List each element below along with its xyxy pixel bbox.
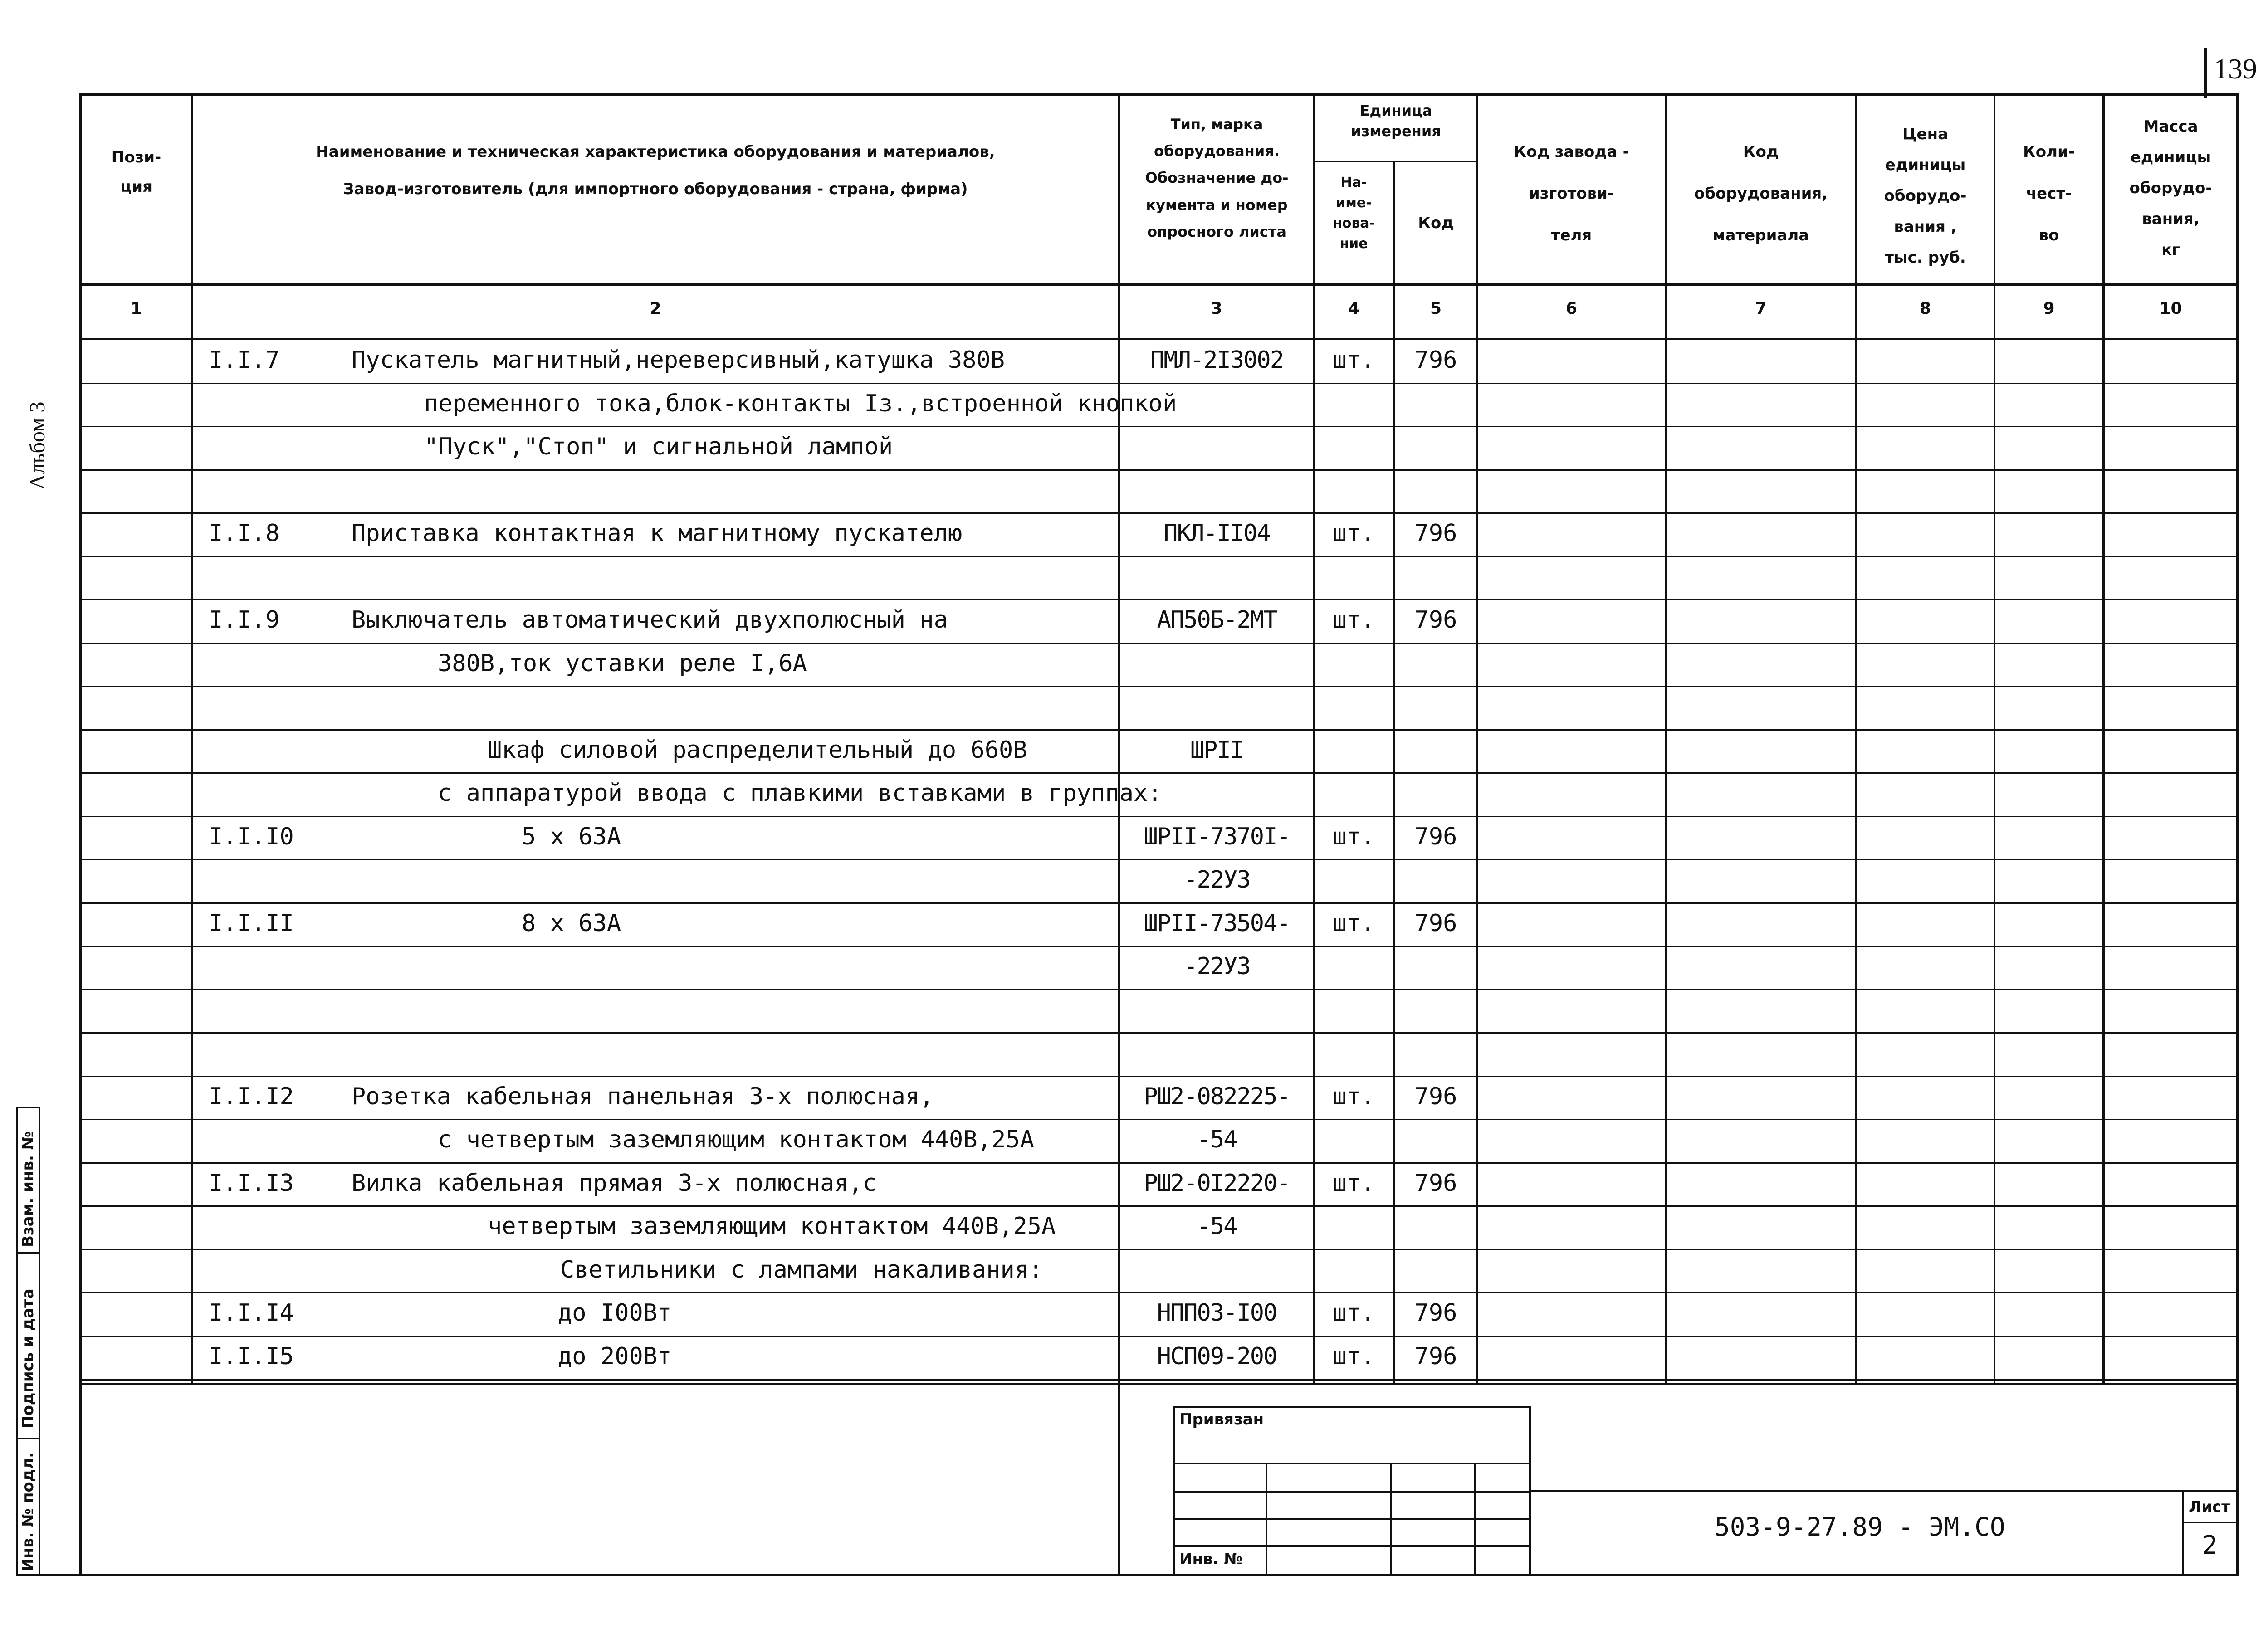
stamp-box-top xyxy=(1173,1406,1531,1408)
col-line-10 xyxy=(2102,93,2105,1385)
hdr-price-2: единицы xyxy=(1885,156,1966,174)
colnum-7: 7 xyxy=(1755,299,1767,318)
sheet-box-mid xyxy=(2182,1522,2239,1523)
row-line xyxy=(79,816,2239,817)
album-label: Альбом 3 xyxy=(25,401,49,490)
row-line xyxy=(79,383,2239,384)
stamp-col-2 xyxy=(1390,1463,1392,1574)
colnum-9: 9 xyxy=(2043,299,2055,318)
stamp-linked: Привязан xyxy=(1179,1410,1264,1429)
row-unit: шт. xyxy=(1332,346,1375,374)
row-type: -54 xyxy=(1197,1213,1237,1240)
hdr-price-5: тыс. руб. xyxy=(1885,249,1966,267)
colnum-separator xyxy=(79,338,2239,340)
row-position: I.I.7 xyxy=(209,346,280,374)
row-name: Пускатель магнитный,нереверсивный,катушка 380В xyxy=(352,346,1005,374)
stamp-col-1 xyxy=(1266,1463,1267,1574)
hdr-equip-code-2: оборудования, xyxy=(1694,184,1828,203)
sheet-number: 2 xyxy=(2202,1531,2218,1560)
row-type: РШ2-0I2220- xyxy=(1144,1170,1290,1197)
row-name: до 200Вт xyxy=(558,1343,672,1370)
row-type: ПМЛ-2I3002 xyxy=(1150,346,1284,374)
header-separator xyxy=(79,283,2239,286)
row-unit: шт. xyxy=(1332,823,1375,850)
doc-code-line xyxy=(1531,1490,2239,1492)
stamp-row-4 xyxy=(1173,1545,1531,1547)
row-line xyxy=(79,599,2239,600)
row-type: ШРII-7370I- xyxy=(1144,823,1290,850)
hdr-mass-4: вания, xyxy=(2142,210,2200,228)
hdr-qty-2: чест- xyxy=(2026,184,2072,203)
frame-bottom xyxy=(18,1574,2239,1576)
col-line-2 xyxy=(191,93,193,1385)
row-line xyxy=(79,1336,2239,1337)
row-type: ПКЛ-II04 xyxy=(1163,520,1270,547)
hdr-price xyxy=(1857,119,1994,273)
row-code: 796 xyxy=(1414,910,1457,937)
hdr-position-2: ция xyxy=(120,177,152,196)
page-number-separator xyxy=(2204,48,2207,98)
hdr-type-1: Тип, марка xyxy=(1170,116,1263,133)
row-name: переменного тока,блок-контакты Iз.,встроенной кнопкой xyxy=(424,390,1177,417)
sheet-label: Лист xyxy=(2189,1498,2230,1516)
row-type: -54 xyxy=(1197,1126,1237,1153)
colnum-8: 8 xyxy=(1919,299,1931,318)
row-name: Приставка контактная к магнитному пускателю xyxy=(352,520,963,547)
hdr-mass-2: единицы xyxy=(2130,148,2211,166)
colnum-3: 3 xyxy=(1211,299,1222,318)
col-line-7 xyxy=(1665,93,1667,1385)
row-name: Шкаф силовой распределительный до 660В xyxy=(488,737,1027,764)
row-name: Выключатель автоматический двухполюсный на xyxy=(352,606,948,634)
hdr-name-2: Завод-изготовитель (для импортного оборудования - страна, фирма) xyxy=(343,180,968,198)
row-name: "Пуск","Стоп" и сигнальной лампой xyxy=(424,433,893,460)
row-position: I.I.8 xyxy=(209,520,280,547)
stamp-row-3 xyxy=(1173,1518,1531,1520)
frame-top xyxy=(79,93,2239,96)
row-unit: шт. xyxy=(1332,520,1375,547)
hdr-mass-3: оборудо- xyxy=(2129,179,2212,197)
row-type: НСП09-200 xyxy=(1157,1343,1277,1370)
hdr-unit-name-4: ние xyxy=(1339,236,1368,252)
hdr-plant-code xyxy=(1478,132,1665,256)
row-code: 796 xyxy=(1414,1170,1457,1197)
row-line xyxy=(79,772,2239,774)
row-line xyxy=(79,989,2239,990)
page-number: 139 xyxy=(2214,53,2257,85)
row-line xyxy=(79,946,2239,947)
row-line xyxy=(79,469,2239,471)
row-line xyxy=(79,1119,2239,1120)
side-stamp-signature-date: Подпись и дата xyxy=(19,1288,37,1429)
hdr-qty-3: во xyxy=(2038,226,2059,244)
row-line xyxy=(79,1379,2239,1381)
hdr-position xyxy=(82,143,191,201)
colnum-1: 1 xyxy=(130,299,142,318)
hdr-name-1: Наименование и техническая характеристика оборудования и материалов, xyxy=(316,143,995,161)
hdr-unit-name-2: име- xyxy=(1336,195,1372,211)
row-line xyxy=(79,1076,2239,1077)
row-name: до I00Вт xyxy=(558,1299,672,1327)
row-unit: шт. xyxy=(1332,606,1375,634)
hdr-mass xyxy=(2105,111,2236,265)
row-position: I.I.II xyxy=(209,910,294,937)
sheet-box-left xyxy=(2182,1490,2184,1576)
row-position: I.I.9 xyxy=(209,606,280,634)
hdr-equip-code-3: материала xyxy=(1712,226,1809,244)
row-name: с четвертым заземляющим контактом 440В,25А xyxy=(438,1126,1034,1153)
row-name: четвертым заземляющим контактом 440В,25А xyxy=(488,1213,1056,1240)
row-code: 796 xyxy=(1414,520,1457,547)
row-type: -22УЗ xyxy=(1183,953,1250,980)
row-code: 796 xyxy=(1414,1343,1457,1370)
row-unit: шт. xyxy=(1332,910,1375,937)
row-line xyxy=(79,1249,2239,1250)
col-line-9 xyxy=(1994,93,1995,1385)
row-name: с аппаратурой ввода с плавкими вставками в группах: xyxy=(438,780,1162,807)
row-name: 5 х 63А xyxy=(522,823,621,850)
row-line xyxy=(79,1032,2239,1034)
hdr-price-3: оборудо- xyxy=(1884,187,1967,205)
colnum-10: 10 xyxy=(2159,299,2182,318)
hdr-equip-code-1: Код xyxy=(1743,143,1779,161)
hdr-unit-name-3: нова- xyxy=(1332,215,1375,231)
row-position: I.I.I4 xyxy=(209,1299,294,1327)
stamp-inv-no: Инв. № xyxy=(1179,1550,1243,1568)
stamp-row-2 xyxy=(1173,1491,1531,1493)
side-stamp-top xyxy=(16,1107,40,1108)
row-name: 8 х 63А xyxy=(522,910,621,937)
hdr-position-1: Пози- xyxy=(111,148,161,166)
row-position: I.I.I0 xyxy=(209,823,294,850)
row-line xyxy=(79,556,2239,557)
table-bottom xyxy=(79,1383,2239,1385)
hdr-plant-code-3: теля xyxy=(1551,226,1592,244)
side-stamp-replace-inv: Взам. инв. № xyxy=(19,1131,37,1247)
hdr-type-2: оборудования. xyxy=(1154,142,1280,160)
side-stamp-orig-inv: Инв. № подл. xyxy=(19,1452,37,1571)
frame-right xyxy=(2236,93,2239,1576)
row-line xyxy=(79,426,2239,427)
row-type: ШРII-73504- xyxy=(1144,910,1290,937)
hdr-mass-5: кг xyxy=(2161,241,2180,259)
row-line xyxy=(79,902,2239,904)
hdr-unit-name-1: На- xyxy=(1340,175,1367,190)
row-code: 796 xyxy=(1414,606,1457,634)
row-code: 796 xyxy=(1414,346,1457,374)
side-stamp-left xyxy=(16,1107,18,1576)
row-unit: шт. xyxy=(1332,1170,1375,1197)
hdr-type-5: опросного листа xyxy=(1147,223,1286,240)
doc-code: 503-9-27.89 - ЭМ.СО xyxy=(1715,1512,2005,1542)
row-line xyxy=(79,686,2239,687)
row-line xyxy=(79,643,2239,644)
side-stamp-div-1 xyxy=(16,1252,40,1254)
row-unit: шт. xyxy=(1332,1299,1375,1327)
row-line xyxy=(79,859,2239,860)
row-position: I.I.I3 xyxy=(209,1170,294,1197)
hdr-equip-code xyxy=(1667,132,1855,256)
row-position: I.I.I2 xyxy=(209,1083,294,1110)
hdr-plant-code-1: Код завода - xyxy=(1514,143,1629,161)
hdr-unit-name xyxy=(1315,172,1393,254)
col-line-8 xyxy=(1855,93,1857,1385)
row-code: 796 xyxy=(1414,1299,1457,1327)
col-line-6 xyxy=(1476,93,1478,1385)
row-line xyxy=(79,1205,2239,1207)
row-name: Вилка кабельная прямая 3-х полюсная,с xyxy=(352,1170,877,1197)
stamp-row-1 xyxy=(1173,1463,1531,1464)
colnum-5: 5 xyxy=(1430,299,1442,318)
row-line xyxy=(79,729,2239,731)
hdr-unit: Единица измерения xyxy=(1351,102,1441,140)
hdr-plant-code-2: изготови- xyxy=(1529,184,1614,203)
row-type: РШ2-082225- xyxy=(1144,1083,1290,1110)
row-name: Розетка кабельная панельная 3-х полюсная, xyxy=(352,1083,934,1110)
hdr-name xyxy=(195,134,1116,208)
row-position: I.I.I5 xyxy=(209,1343,294,1370)
row-name: 380В,ток уставки реле I,6А xyxy=(438,650,807,677)
hdr-price-1: Цена xyxy=(1902,125,1949,143)
colnum-2: 2 xyxy=(650,299,661,318)
row-line xyxy=(79,1162,2239,1164)
hdr-qty-1: Коли- xyxy=(2023,143,2075,161)
stamp-col-3 xyxy=(1474,1463,1476,1574)
row-unit: шт. xyxy=(1332,1083,1375,1110)
hdr-type xyxy=(1120,111,1313,245)
hdr-type-3: Обозначение до- xyxy=(1145,169,1289,187)
row-type: АП50Б-2МТ xyxy=(1157,606,1277,634)
row-code: 796 xyxy=(1414,1083,1457,1110)
row-line xyxy=(79,512,2239,514)
row-code: 796 xyxy=(1414,823,1457,850)
colnum-4: 4 xyxy=(1348,299,1360,318)
hdr-type-4: кумента и номер xyxy=(1146,196,1288,214)
side-stamp-right xyxy=(39,1107,40,1576)
row-type: ШРII xyxy=(1190,737,1244,764)
row-type: НПП03-I00 xyxy=(1157,1299,1277,1327)
hdr-qty xyxy=(1995,132,2102,256)
row-name: Светильники с лампами накаливания: xyxy=(560,1256,1043,1283)
row-unit: шт. xyxy=(1332,1343,1375,1370)
hdr-unit-code: Код xyxy=(1418,214,1454,232)
row-type: -22УЗ xyxy=(1183,866,1250,893)
hdr-price-4: вания , xyxy=(1894,218,1957,236)
side-stamp-div-2 xyxy=(16,1438,40,1439)
row-line xyxy=(79,1292,2239,1293)
colnum-6: 6 xyxy=(1565,299,1578,318)
hdr-mass-1: Масса xyxy=(2143,117,2198,136)
